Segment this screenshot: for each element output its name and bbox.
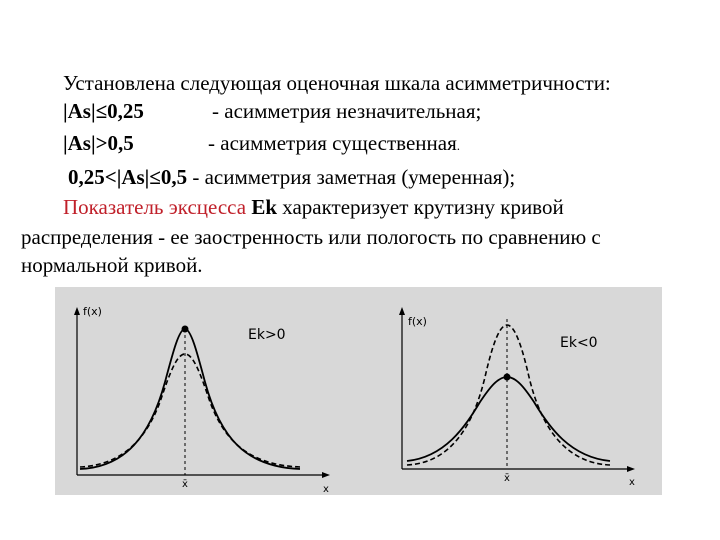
ek-symbol: Ek [251, 195, 278, 219]
plot-negative-kurtosis [399, 307, 635, 488]
x-axis-label: x [629, 477, 635, 488]
asymmetry-scale-intro: Установлена следующая оценочная шкала асимметричности: [63, 71, 611, 95]
x-axis-arrow [322, 472, 330, 478]
row2-description-text: - асимметрия существенная [208, 131, 457, 155]
row1-condition: |As|≤0,25 [63, 99, 144, 123]
kurtosis-label: Ek>0 [248, 327, 286, 343]
peak-point [504, 374, 511, 381]
row1-description: - асимметрия незначительная; [212, 99, 482, 123]
row2-condition: |As|>0,5 [63, 131, 134, 155]
y-axis-label: f(x) [83, 305, 102, 318]
normal-curve [80, 354, 300, 467]
peaked-curve [80, 329, 300, 469]
y-axis-arrow [399, 307, 405, 315]
y-axis-label: f(x) [408, 315, 427, 328]
kurtosis-paragraph-line3: нормальной кривой. [21, 253, 203, 277]
kurtosis-figure [55, 287, 662, 495]
mean-tick-label: x̄ [504, 473, 510, 484]
kurtosis-paragraph-line2: распределения - ее заостренность или пологость по сравнению с [21, 225, 601, 249]
plot-positive-kurtosis [74, 305, 330, 495]
kurtosis-label: Показатель эксцесса [63, 195, 252, 219]
flat-curve [407, 377, 610, 461]
kurtosis-label: Ek<0 [560, 335, 598, 351]
row2-description [208, 130, 460, 159]
row3-condition: 0,25<|As|≤0,5 [68, 165, 188, 189]
kurtosis-figure-svg [55, 287, 662, 495]
row3 [68, 164, 515, 190]
y-axis-arrow [74, 307, 80, 315]
row2-description-tail: . [456, 138, 460, 153]
peak-point [182, 326, 189, 333]
kurtosis-text: характеризует крутизну кривой [277, 195, 564, 219]
x-axis-arrow [627, 466, 635, 472]
kurtosis-paragraph-line1 [63, 194, 564, 220]
row3-description: - асимметрия заметная (умеренная); [187, 165, 516, 189]
x-axis-label: x [323, 484, 329, 495]
mean-tick-label: x̄ [182, 479, 188, 490]
